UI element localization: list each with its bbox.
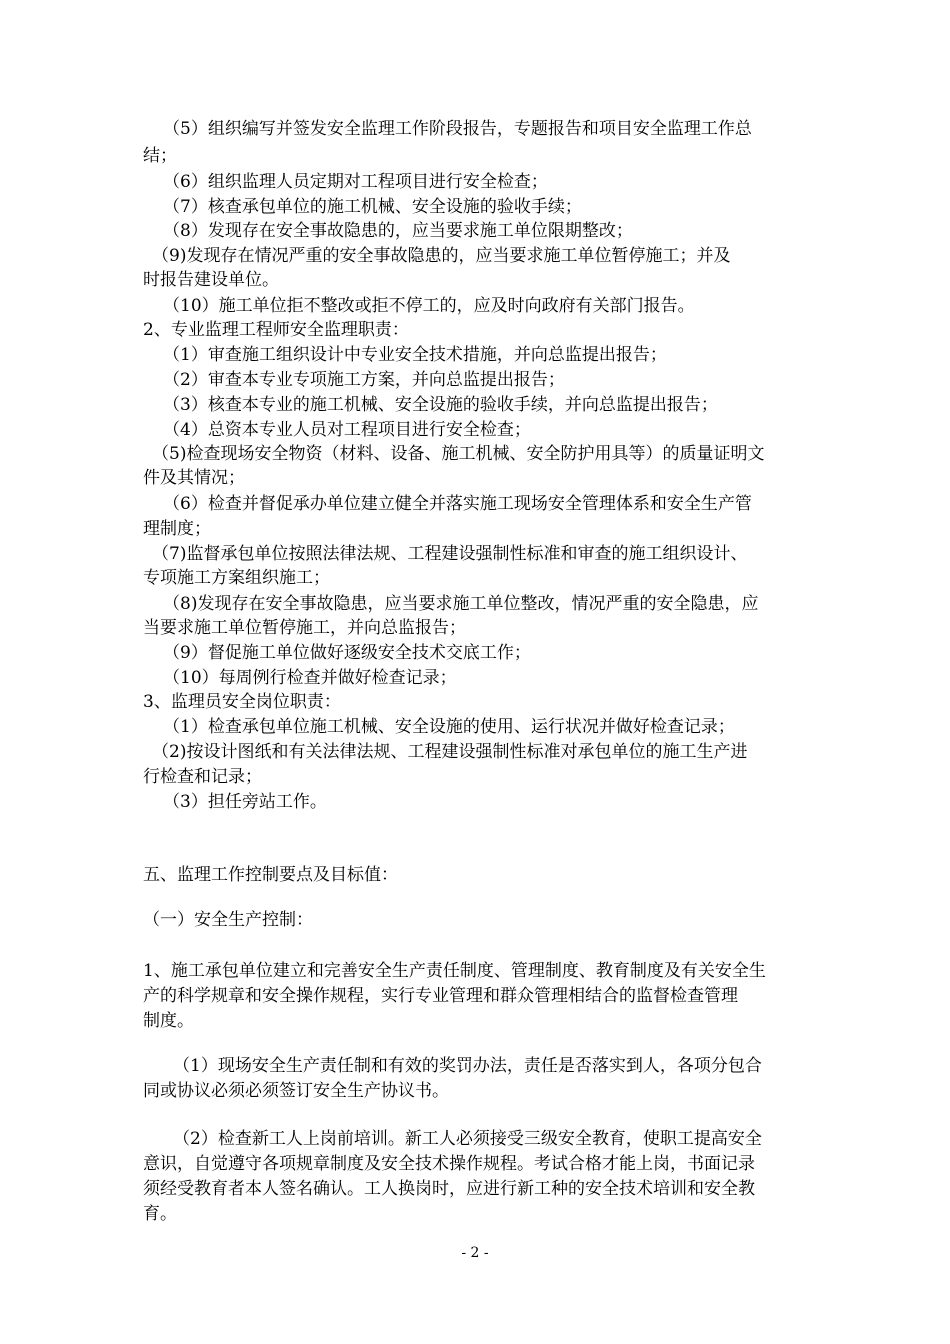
- text-line: 育。: [143, 1204, 177, 1224]
- section-heading: 五、监理工作控制要点及目标值：: [143, 865, 398, 885]
- text-line: （10）每周例行检查并做好检查记录；: [163, 668, 457, 688]
- text-line: （3）担任旁站工作。: [163, 792, 327, 812]
- text-line: （1）审查施工组织设计中专业安全技术措施，并向总监提出报告；: [163, 345, 667, 365]
- text-line: （3）核查本专业的施工机械、安全设施的验收手续，并向总监提出报告；: [163, 395, 718, 415]
- text-line: （6）组织监理人员定期对工程项目进行安全检查；: [163, 172, 548, 192]
- text-line: （1）现场安全生产责任制和有效的奖罚办法，责任是否落实到人，各项分包合: [173, 1056, 762, 1076]
- text-line: 1、施工承包单位建立和完善安全生产责任制度、管理制度、教育制度及有关安全生: [143, 961, 766, 981]
- subsection-heading: （一）安全生产控制：: [143, 910, 313, 930]
- text-line: （5）组织编写并签发安全监理工作阶段报告，专题报告和项目安全监理工作总: [163, 119, 752, 139]
- text-line: （9）督促施工单位做好逐级安全技术交底工作；: [163, 643, 531, 663]
- text-line: 须经受教育者本人签名确认。工人换岗时，应进行新工种的安全技术培训和安全教: [143, 1179, 755, 1199]
- text-line: （8)发现存在安全事故隐患，应当要求施工单位整改，情况严重的安全隐患，应: [163, 594, 759, 614]
- text-line: （8）发现存在安全事故隐患的，应当要求施工单位限期整改；: [163, 221, 633, 241]
- text-line: （2）检查新工人上岗前培训。新工人必须接受三级安全教育，使职工提高安全: [173, 1129, 762, 1149]
- text-line: （2）审查本专业专项施工方案，并向总监提出报告；: [163, 370, 565, 390]
- text-line: （2)按设计图纸和有关法律法规、工程建设强制性标准对承包单位的施工生产进: [152, 742, 748, 762]
- text-line: 行检查和记录；: [143, 767, 262, 787]
- text-line: 当要求施工单位暂停施工，并向总监报告；: [143, 618, 466, 638]
- section-heading: 2、专业监理工程师安全监理职责：: [143, 320, 409, 340]
- text-line: （7）核查承包单位的施工机械、安全设施的验收手续；: [163, 197, 582, 217]
- text-line: 件及其情况；: [143, 468, 245, 488]
- text-line: （1）检查承包单位施工机械、安全设施的使用、运行状况并做好检查记录；: [163, 717, 735, 737]
- text-line: （5)检查现场安全物资（材料、设备、施工机械、安全防护用具等）的质量证明文: [152, 444, 765, 464]
- text-line: 意识，自觉遵守各项规章制度及安全技术操作规程。考试合格才能上岗，书面记录: [143, 1154, 755, 1174]
- text-line: （6）检查并督促承办单位建立健全并落实施工现场安全管理体系和安全生产管: [163, 494, 752, 514]
- text-line: （9)发现存在情况严重的安全事故隐患的，应当要求施工单位暂停施工；并及: [152, 246, 731, 266]
- text-line: （4）总资本专业人员对工程项目进行安全检查；: [163, 420, 531, 440]
- text-line: 产的科学规章和安全操作规程，实行专业管理和群众管理相结合的监督检查管理: [143, 986, 738, 1006]
- text-line: （7)监督承包单位按照法律法规、工程建设强制性标准和审查的施工组织设计、: [152, 544, 748, 564]
- section-heading: 3、监理员安全岗位职责：: [143, 692, 341, 712]
- text-line: 同或协议必须必须签订安全生产协议书。: [143, 1081, 449, 1101]
- text-line: （10）施工单位拒不整改或拒不停工的，应及时向政府有关部门报告。: [163, 296, 695, 316]
- text-line: 专项施工方案组织施工；: [143, 568, 330, 588]
- text-line: 时报告建设单位。: [143, 270, 279, 290]
- text-line: 结；: [143, 146, 177, 166]
- text-line: 制度。: [143, 1011, 194, 1031]
- page-number: - 2 -: [461, 1245, 489, 1261]
- text-line: 理制度；: [143, 519, 211, 539]
